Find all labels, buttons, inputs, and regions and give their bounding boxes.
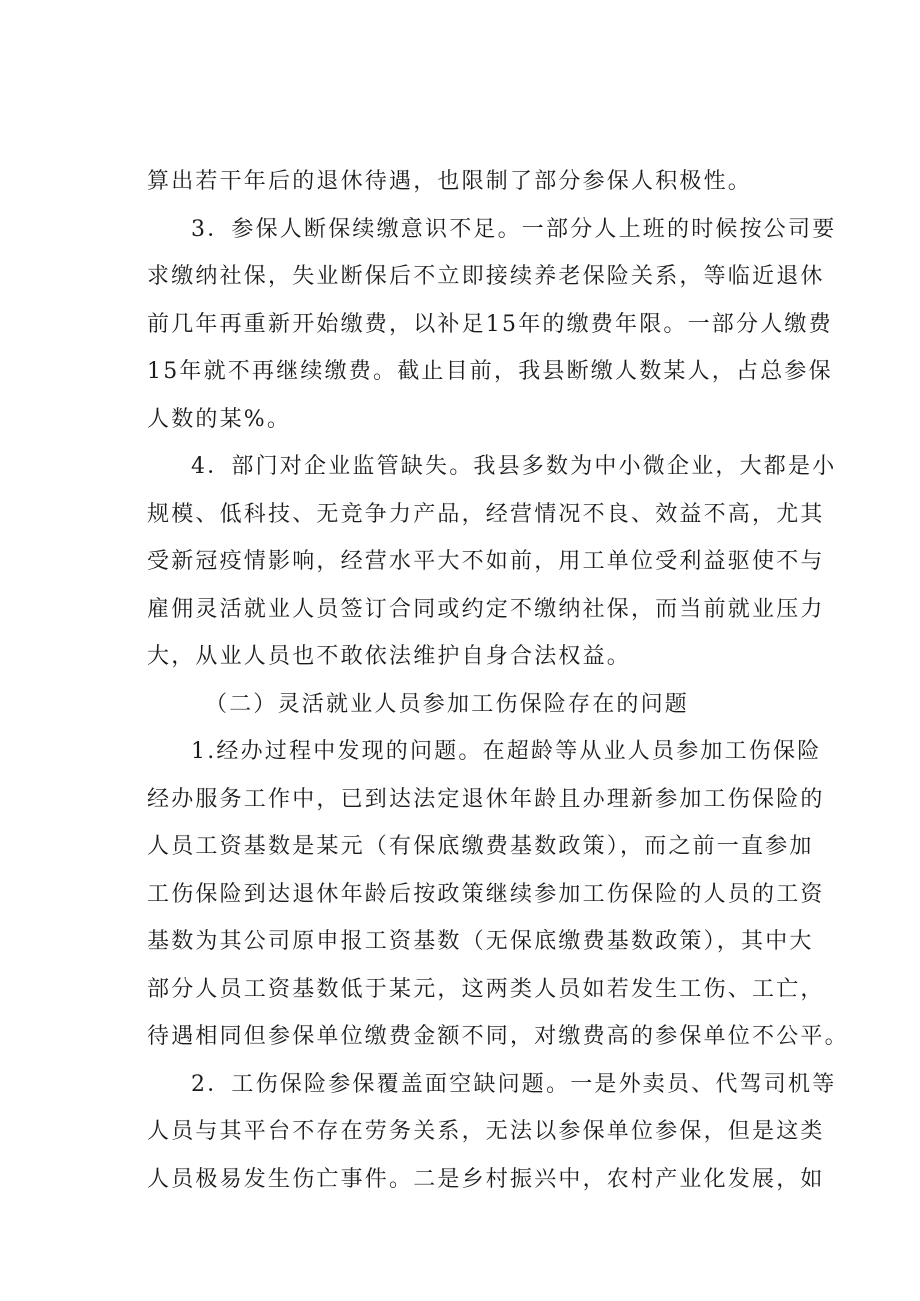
paragraph-item-4-heading: 4．部门对企业监管缺失。我县多数为中小微企业，大都是小 [191,454,837,479]
text-line: 规模、低科技、无竞争力产品，经营情况不良、效益不高，尤其 [147,501,825,527]
section-subheading: （二）灵活就业人员参加工伤保险存在的问题 [205,691,690,717]
text-line: 15年就不再继续缴费。截止目前，我县断缴人数某人，占总参保 [147,359,833,384]
text-line: 大，从业人员也不敢依法维护自身合法权益。 [147,644,632,669]
paragraph-item-1-heading: 1.经办过程中发现的问题。在超龄等从业人员参加工伤保险 [191,739,822,764]
text-line: 求缴纳社保，失业断保后不立即接续养老保险关系，等临近退休 [147,264,825,289]
text-line: 待遇相同但参保单位缴费金额不同，对缴费高的参保单位不公平。 [147,1024,849,1049]
text-line: 人员工资基数是某元（有保底缴费基数政策），而之前一直参加 [147,834,814,859]
text-line: 部分人员工资基数低于某元，这两类人员如若发生工伤、工亡， [147,976,825,1002]
paragraph-item-3-heading: 3．参保人断保续缴意识不足。一部分人上班的时候按公司要 [191,216,837,242]
text-line: 雇佣灵活就业人员签订合同或约定不缴纳社保，而当前就业压力 [147,596,825,622]
text-line: 人员与其平台不存在劳务关系，无法以参保单位参保，但是这类 [147,1119,825,1144]
document-body [147,158,849,1203]
text-line: 人数的某%。 [147,406,292,432]
text-line: 人员极易发生伤亡事件。二是乡村振兴中，农村产业化发展，如 [147,1166,825,1192]
text-line: 经办服务工作中，已到达法定退休年龄且办理新参加工伤保险的 [147,786,825,812]
text-line: 算出若干年后的退休待遇，也限制了部分参保人积极性。 [147,169,753,194]
text-line: 受新冠疫情影响，经营水平大不如前，用工单位受利益驱使不与 [147,549,825,574]
paragraph-item-2-heading: 2．工伤保险参保覆盖面空缺问题。一是外卖员、代驾司机等 [191,1071,837,1097]
text-line: 基数为其公司原申报工资基数（无保底缴费基数政策），其中大 [147,929,814,954]
text-line: 前几年再重新开始缴费，以补足15年的缴费年限。一部分人缴费 [147,311,833,337]
text-line: 工伤保险到达退休年龄后按政策继续参加工伤保险的人员的工资 [147,881,825,907]
